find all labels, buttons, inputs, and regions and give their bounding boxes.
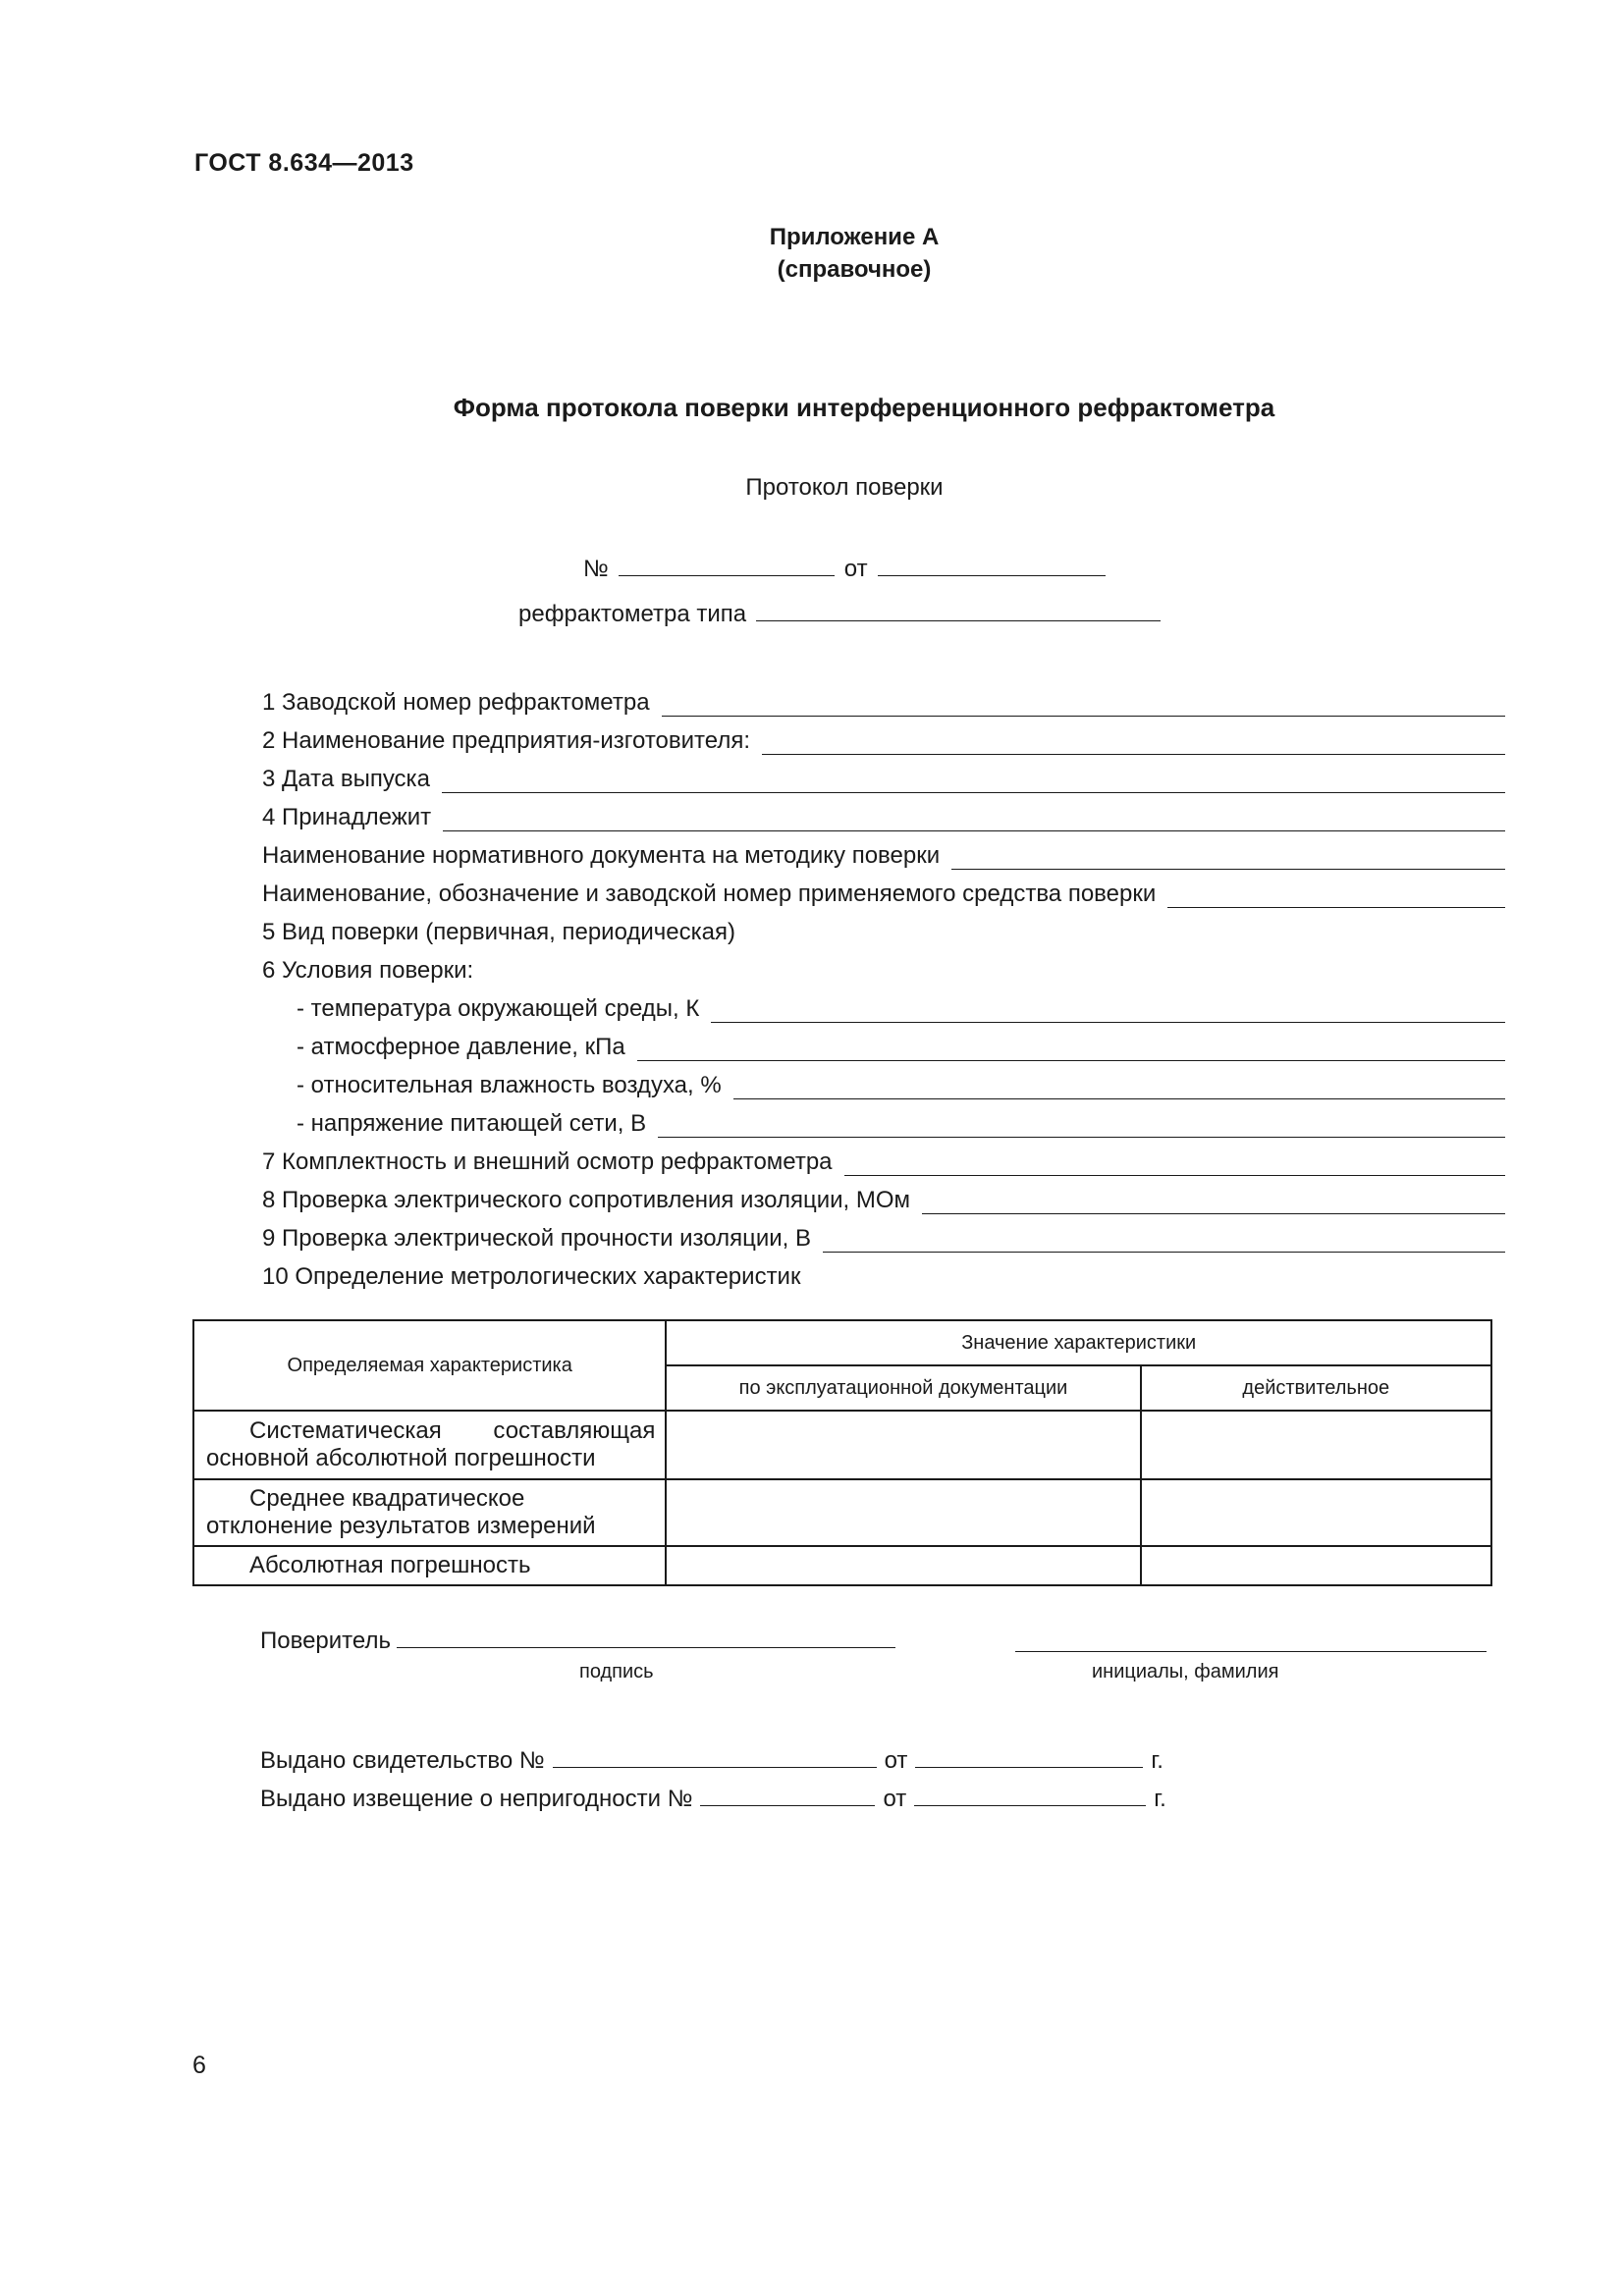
- protocol-item: [262, 953, 1505, 985]
- protocol-item-label: 7 Комплектность и внешний осмотр рефрактометра: [262, 1148, 833, 1175]
- row-label: Среднее квадратическое отклонение результатов измерений: [193, 1479, 666, 1546]
- notice-number-field[interactable]: [700, 1780, 875, 1806]
- protocol-item-label: 10 Определение метрологических характеристик: [262, 1263, 801, 1290]
- protocol-item-field[interactable]: [711, 998, 1505, 1023]
- verifier-line: [260, 1622, 895, 1655]
- signature-caption: подпись: [579, 1661, 654, 1682]
- from-label: от: [843, 556, 868, 582]
- protocol-title: Протокол поверки: [745, 474, 944, 501]
- number-label: №: [583, 556, 609, 582]
- protocol-item-label: 2 Наименование предприятия-изготовителя:: [262, 727, 750, 754]
- characteristics-table: [192, 1319, 1492, 1586]
- protocol-item: [262, 723, 1505, 755]
- protocol-item-label: 1 Заводской номер рефрактометра: [262, 689, 650, 716]
- protocol-item-label: - относительная влажность воздуха, %: [297, 1072, 722, 1098]
- form-title: Форма протокола поверки интерференционного рефрактометра: [453, 393, 1275, 422]
- protocol-item: [262, 800, 1505, 831]
- row-label: Систематическая составляющая основной абсолютной погрешности: [193, 1411, 666, 1479]
- protocol-item: [262, 1221, 1505, 1253]
- header-characteristic: Определяемая характеристика: [193, 1320, 666, 1411]
- certificate-year-suffix: г.: [1151, 1747, 1163, 1774]
- refractometer-type-line: [518, 595, 1161, 628]
- row-label: Абсолютная погрешность: [193, 1546, 666, 1585]
- header-value-group: Значение характеристики: [666, 1320, 1491, 1365]
- protocol-item: [262, 762, 1505, 793]
- refractometer-type-field[interactable]: [756, 595, 1161, 621]
- protocol-item-label: - температура окружающей среды, К: [297, 995, 700, 1022]
- page-number: 6: [192, 2052, 206, 2079]
- protocol-item: [262, 915, 1505, 946]
- protocol-item-field[interactable]: [922, 1190, 1505, 1214]
- protocol-item-label: 5 Вид поверки (первичная, периодическая): [262, 919, 736, 945]
- protocol-item-field[interactable]: [951, 845, 1505, 870]
- standard-designation: ГОСТ 8.634—2013: [194, 149, 414, 177]
- verifier-name-field[interactable]: [1015, 1626, 1487, 1652]
- name-caption: инициалы, фамилия: [1092, 1661, 1279, 1682]
- notice-date-field[interactable]: [914, 1780, 1146, 1806]
- certificate-date-field[interactable]: [915, 1741, 1143, 1768]
- protocol-item-label: Наименование, обозначение и заводской номер применяемого средства поверки: [262, 881, 1157, 907]
- protocol-item-field[interactable]: [823, 1228, 1505, 1253]
- certificate-label: Выдано свидетельство №: [260, 1747, 545, 1774]
- notice-year-suffix: г.: [1154, 1786, 1166, 1812]
- protocol-item: [262, 1183, 1505, 1214]
- notice-label: Выдано извещение о непригодности №: [260, 1786, 693, 1812]
- verifier-label: Поверитель: [260, 1628, 391, 1654]
- protocol-item-label: 8 Проверка электрического сопротивления изоляции, МОм: [262, 1187, 911, 1213]
- protocol-item-field[interactable]: [762, 730, 1505, 755]
- protocol-item-field[interactable]: [662, 692, 1505, 717]
- protocol-item-label: 9 Проверка электрической прочности изоляции, В: [262, 1225, 812, 1252]
- verifier-signature-field[interactable]: [397, 1622, 895, 1648]
- certificate-from-label: от: [884, 1747, 908, 1774]
- protocol-item-field[interactable]: [658, 1113, 1505, 1138]
- certificate-number-field[interactable]: [553, 1741, 877, 1768]
- protocol-item: [262, 1259, 1505, 1291]
- protocol-item: [297, 1068, 1505, 1099]
- protocol-item-label: 6 Условия поверки:: [262, 957, 474, 984]
- protocol-item-label: - напряжение питающей сети, В: [297, 1110, 647, 1137]
- protocol-item-field[interactable]: [443, 807, 1505, 831]
- protocol-number-field[interactable]: [619, 550, 835, 576]
- protocol-item-field[interactable]: [733, 1075, 1505, 1099]
- protocol-item-field[interactable]: [442, 769, 1505, 793]
- value-cell-docs[interactable]: [666, 1411, 1140, 1479]
- certificate-line: [260, 1741, 1163, 1775]
- appendix-note: (справочное): [777, 256, 932, 283]
- protocol-item-label: 3 Дата выпуска: [262, 766, 430, 792]
- protocol-item-field[interactable]: [844, 1151, 1505, 1176]
- protocol-item: [262, 685, 1505, 717]
- appendix-title: Приложение А: [769, 224, 940, 250]
- value-cell-actual[interactable]: [1141, 1479, 1491, 1546]
- protocol-number-line: [583, 550, 1106, 583]
- header-actual: действительное: [1141, 1365, 1491, 1411]
- value-cell-docs[interactable]: [666, 1479, 1140, 1546]
- protocol-item: [297, 991, 1505, 1023]
- protocol-item-field[interactable]: [637, 1037, 1505, 1061]
- notice-line: [260, 1780, 1166, 1813]
- header-by-docs: по эксплуатационной документации: [666, 1365, 1140, 1411]
- protocol-item: [297, 1030, 1505, 1061]
- protocol-item-label: Наименование нормативного документа на методику поверки: [262, 842, 941, 869]
- value-cell-actual[interactable]: [1141, 1411, 1491, 1479]
- notice-from-label: от: [883, 1786, 907, 1812]
- value-cell-docs[interactable]: [666, 1546, 1140, 1585]
- protocol-item-field[interactable]: [1167, 883, 1505, 908]
- protocol-item-label: 4 Принадлежит: [262, 804, 432, 830]
- protocol-date-field[interactable]: [878, 550, 1106, 576]
- protocol-item: [262, 1145, 1505, 1176]
- protocol-item: [297, 1106, 1505, 1138]
- value-cell-actual[interactable]: [1141, 1546, 1491, 1585]
- protocol-item: [262, 838, 1505, 870]
- protocol-item-label: - атмосферное давление, кПа: [297, 1034, 625, 1060]
- type-label: рефрактометра типа: [518, 601, 747, 627]
- protocol-item: [262, 877, 1505, 908]
